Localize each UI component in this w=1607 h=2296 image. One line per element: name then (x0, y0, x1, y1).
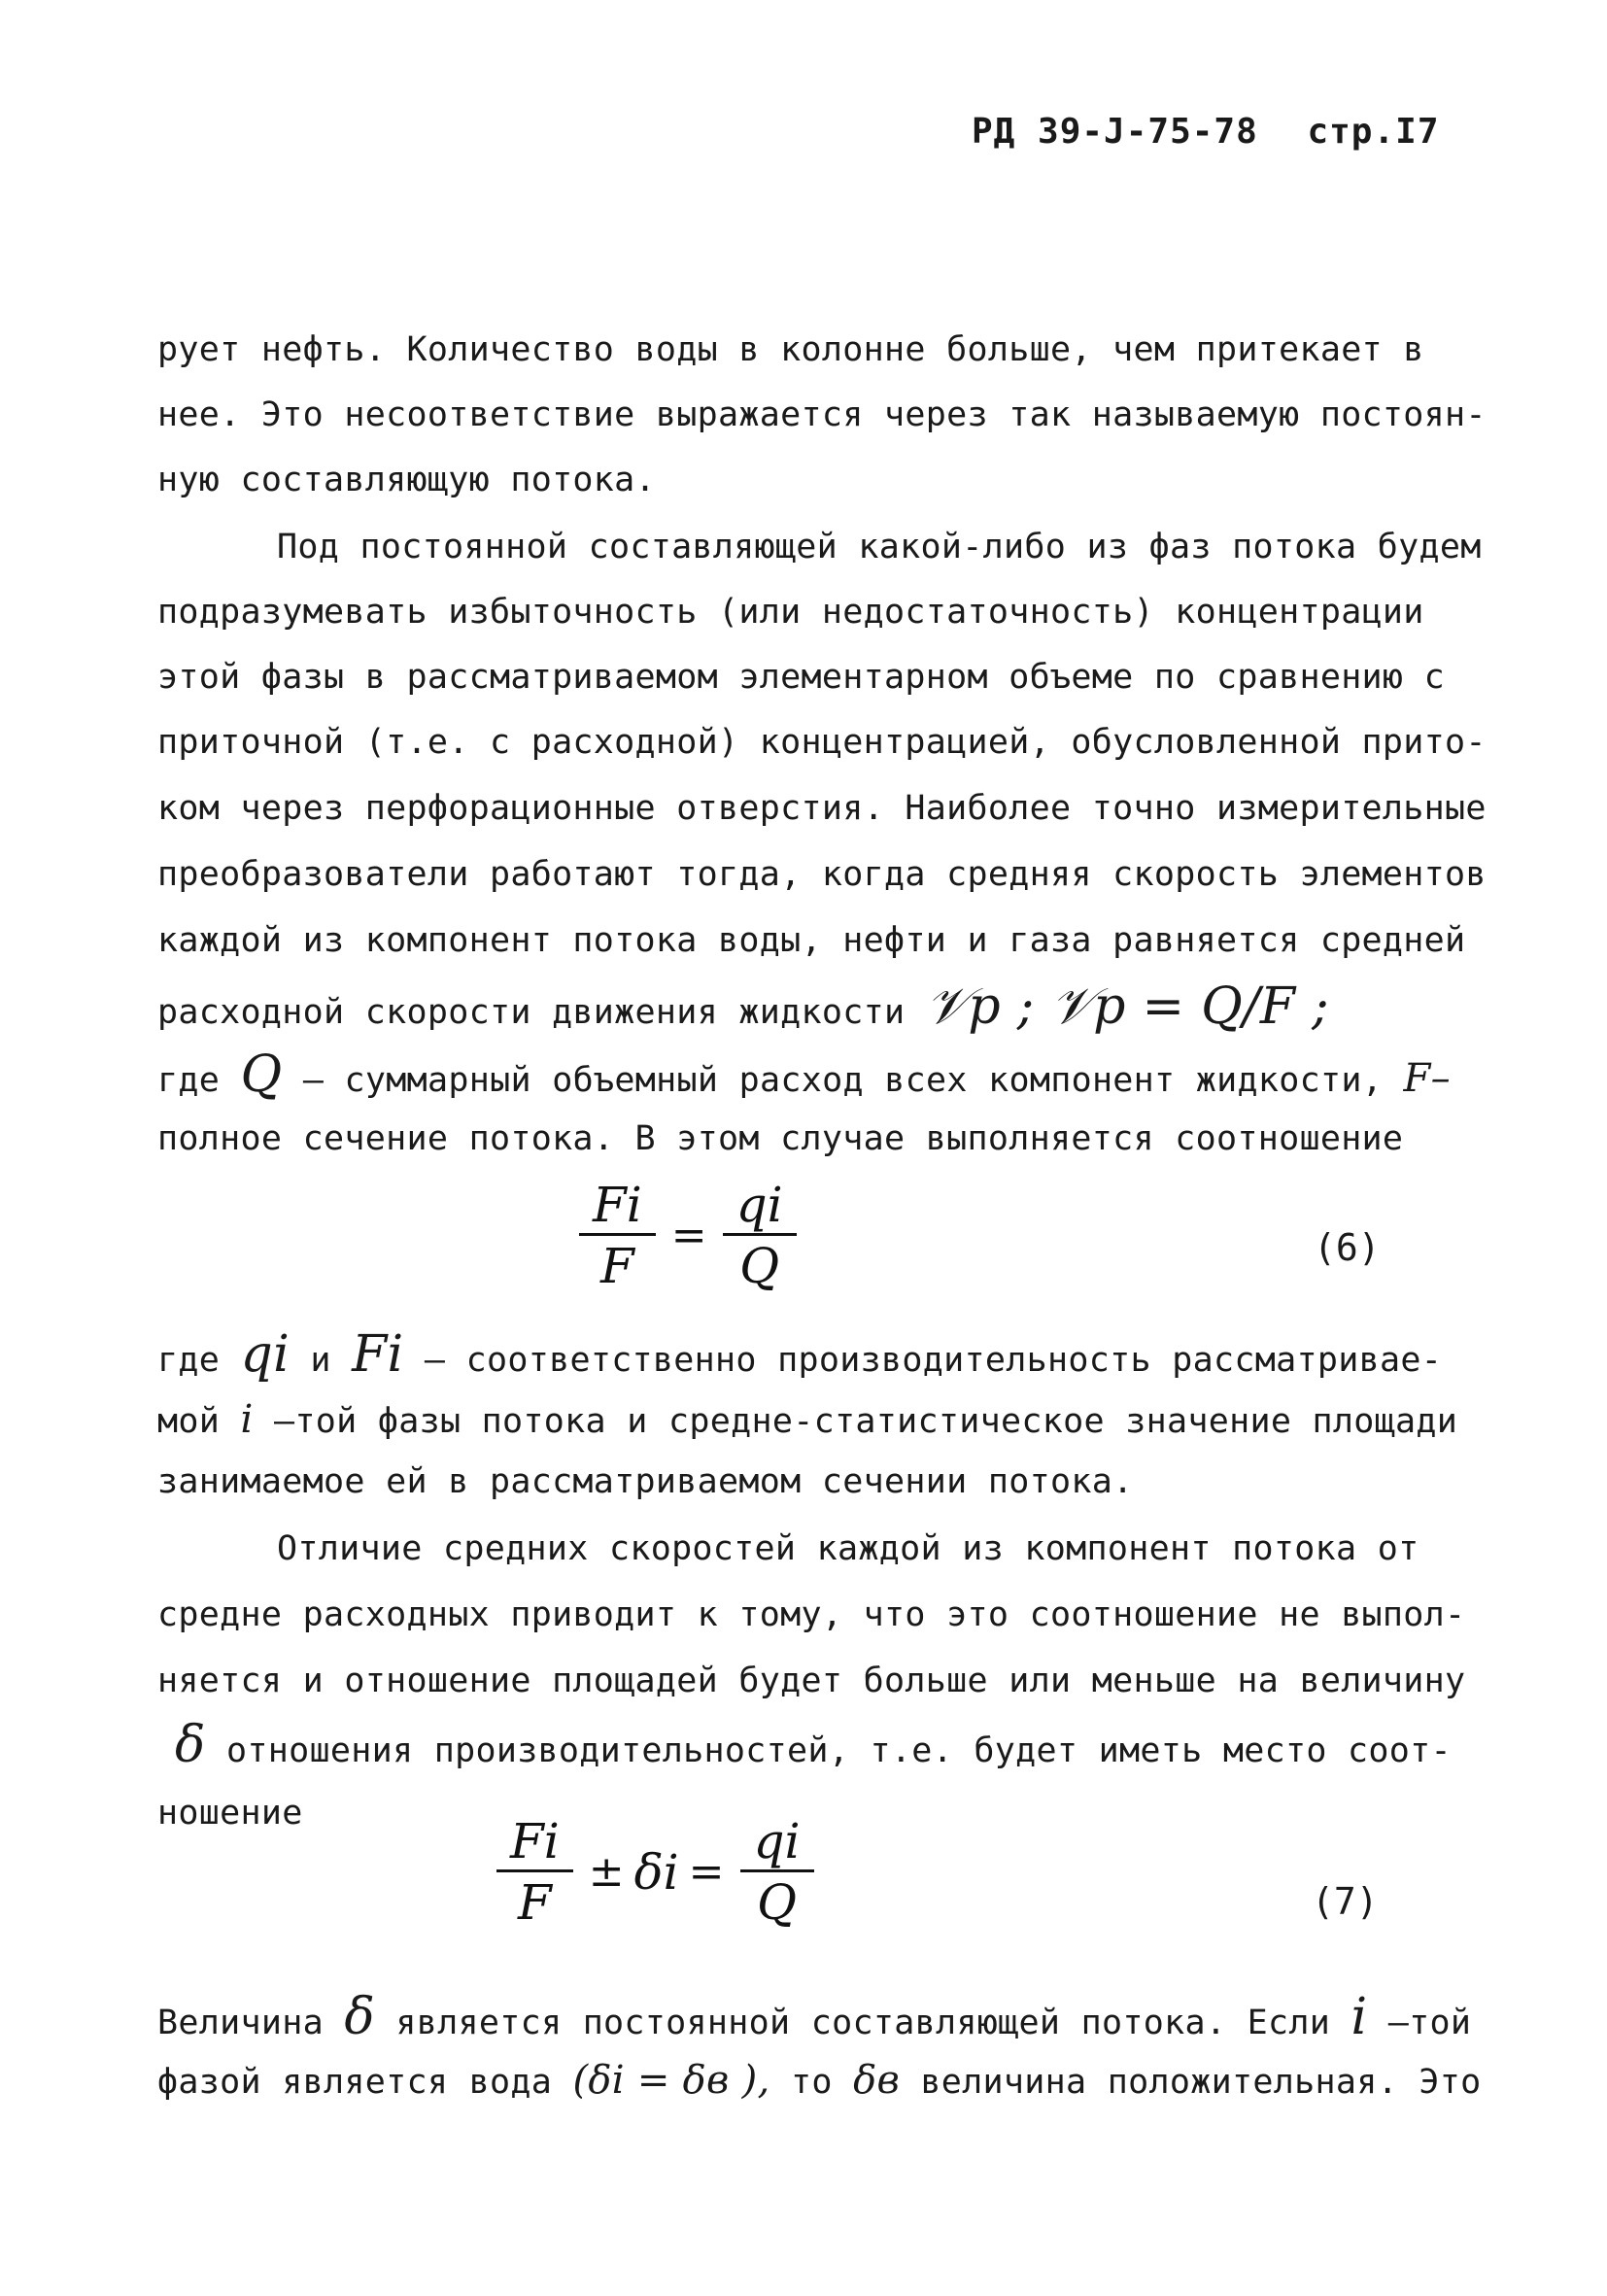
text-line: средне расходных приводит к тому, что это соотношение не выпол- (157, 1595, 1466, 1634)
text-line: рует нефть. Количество воды в колонне больше, чем притекает в (157, 330, 1424, 369)
symbol-f: F– (1403, 1056, 1451, 1101)
equation-number: (7) (1312, 1880, 1379, 1923)
denominator: Q (757, 1874, 798, 1931)
text-line: этой фазы в рассматриваемом элементарном объеме по сравнению с (157, 658, 1446, 697)
equation-number: (6) (1314, 1226, 1381, 1269)
numerator: qi (723, 1181, 797, 1236)
fraction-right (740, 1813, 814, 1931)
line-text: – суммарный объемный расход всех компонент жидкости, (302, 1061, 1384, 1100)
equation-6 (573, 1177, 803, 1294)
line-text: где (157, 1341, 221, 1380)
numerator: qi (740, 1817, 814, 1872)
line-text: является постоянной составляющей потока. Если (395, 2004, 1331, 2042)
text-line: подразумевать избыточность (или недостаточность) концентрации (157, 593, 1424, 632)
text-line-with-symbols (175, 1716, 1452, 1774)
text-line: полное сечение потока. В этом случае выполняется соотношение (157, 1119, 1404, 1158)
text-line: ношение (157, 1794, 303, 1833)
paragraph-start: Отличие средних скоростей каждой из компонент потока от (277, 1529, 1419, 1568)
line-text: отношения производительностей, т.е. будет иметь место соот- (225, 1731, 1452, 1770)
line-text: фазой является вода (157, 2063, 553, 2102)
text-line: нее. Это несоответствие выражается через так называемую постоян- (157, 395, 1487, 434)
line-text: то (790, 2063, 833, 2102)
line-text: где (157, 1061, 221, 1100)
denominator: F (599, 1238, 634, 1294)
text-line: приточной (т.е. с расходной) концентрацией, обусловленной прито- (157, 723, 1487, 762)
text-line: преобразователи работают тогда, когда средняя скорость элементов (157, 855, 1487, 894)
text-line-with-symbols (157, 1397, 1457, 1442)
symbol-qi: qi (240, 1325, 291, 1384)
paragraph-start: Под постоянной составляющей какой-либо из фаз потока будем (277, 528, 1482, 566)
line-text: – соответственно производительность рассматривае- (424, 1341, 1443, 1380)
line-text: мой (157, 1402, 221, 1441)
text-line-with-symbols (157, 2058, 1481, 2103)
text-line-with-symbols (157, 1045, 1451, 1104)
fraction-left (496, 1813, 573, 1931)
fraction-left (579, 1177, 656, 1294)
text-line: няется и отношение площадей будет больше или меньше на величину (157, 1662, 1466, 1700)
equation-7 (491, 1813, 820, 1931)
numerator: Fi (579, 1181, 656, 1236)
delta-expression: (δi = δв ), (572, 2058, 770, 2103)
line-text: расходной скорости движения жидкости (157, 993, 906, 1032)
symbol-i: i (240, 1397, 254, 1442)
symbol-delta: δ (175, 1716, 206, 1774)
symbol-delta: δ (344, 1988, 375, 2046)
text-line-with-symbols (157, 1325, 1443, 1384)
text-line-with-formula (157, 977, 1329, 1036)
document-code: РД 39-Ј-75-78 (972, 112, 1258, 152)
line-text: Величина (157, 2004, 324, 2042)
symbol-i: i (1351, 1988, 1368, 2046)
equals-sign: = (670, 1211, 707, 1260)
page-header (972, 112, 1467, 152)
page-number: стр.I7 (1307, 112, 1440, 152)
symbol-delta-b: δв (853, 2058, 901, 2103)
plus-minus-sign: ± (588, 1847, 625, 1897)
velocity-formula: 𝒱p ; 𝒱p = Q/F ; (925, 977, 1329, 1036)
line-text: –той (1387, 2004, 1472, 2042)
delta-i: δi (633, 1843, 679, 1901)
line-text: –той фазы потока и средне-статистическое значение площади (273, 1402, 1458, 1441)
text-line: каждой из компонент потока воды, нефти и газа равняется средней (157, 921, 1466, 960)
symbol-q: Q (240, 1045, 283, 1104)
denominator: Q (739, 1238, 780, 1294)
text-line: ную составляющую потока. (157, 461, 656, 499)
text-line: занимаемое ей в рассматриваемом сечении потока. (157, 1462, 1134, 1501)
text-line: ком через перфорационные отверстия. Наиболее точно измерительные (157, 789, 1487, 828)
denominator: F (517, 1874, 552, 1931)
symbol-fi: Fi (352, 1325, 404, 1384)
fraction-right (723, 1177, 797, 1294)
text-line-with-symbols (157, 1988, 1472, 2046)
equals-sign: = (688, 1847, 725, 1897)
line-text: и (310, 1341, 331, 1380)
numerator: Fi (496, 1817, 573, 1872)
line-text: величина положительная. Это (920, 2063, 1482, 2102)
